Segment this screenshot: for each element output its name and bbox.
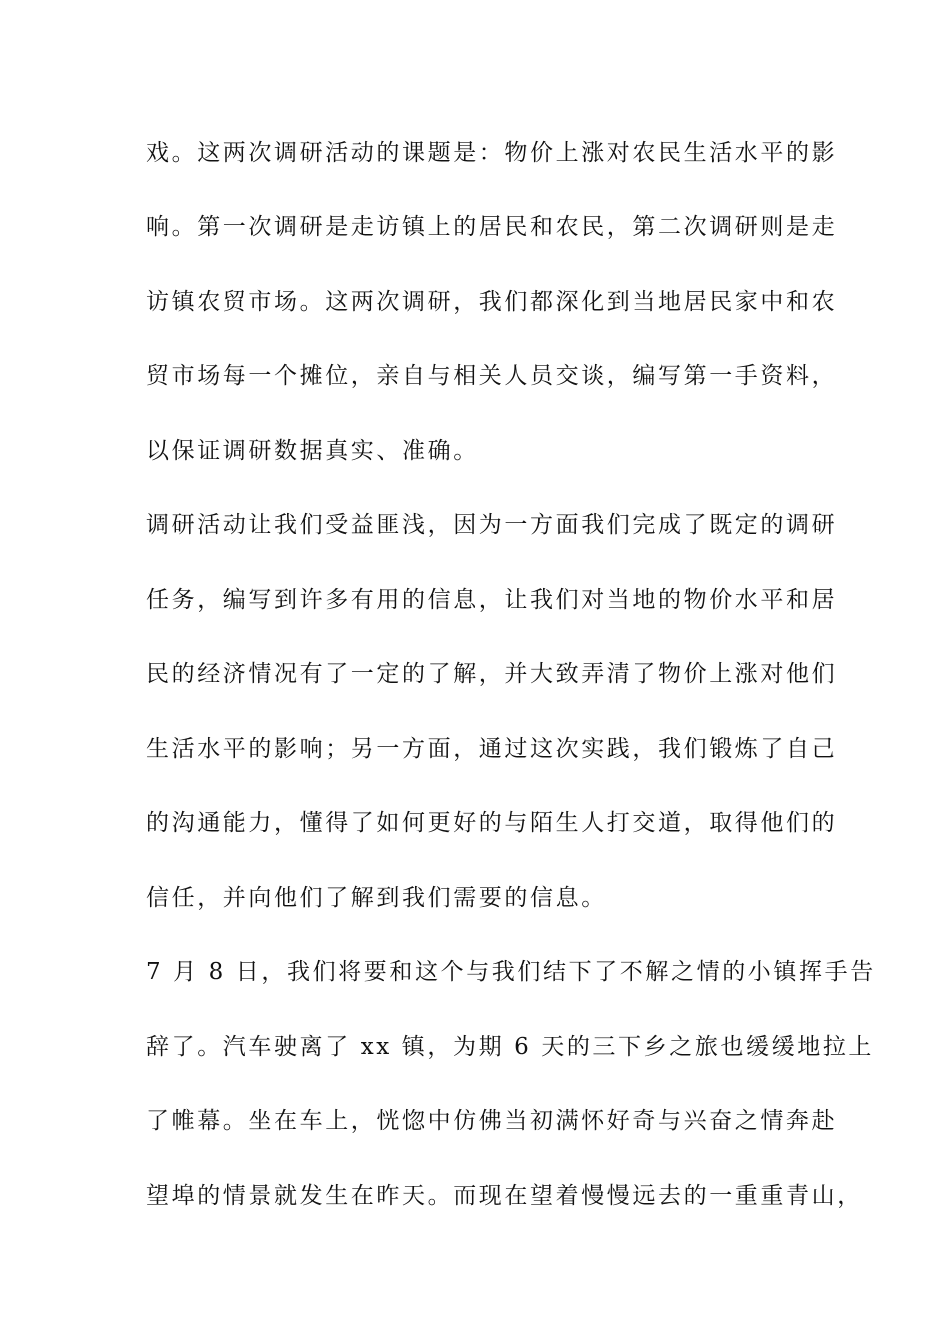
text-line: 民的经济情况有了一定的了解，并大致弄清了物价上涨对他们 — [146, 661, 838, 687]
text-line: 贸市场每一个摊位，亲自与相关人员交谈，编写第一手资料， — [146, 363, 838, 389]
text-line: 调研活动让我们受益匪浅，因为一方面我们完成了既定的调研 — [146, 512, 838, 538]
text-line: 戏。这两次调研活动的课题是：物价上涨对农民生活水平的影 — [146, 140, 838, 166]
text-line: 了帷幕。坐在车上，恍惚中仿佛当初满怀好奇与兴奋之情奔赴 — [146, 1108, 838, 1134]
text-line: 信任，并向他们了解到我们需要的信息。 — [146, 885, 607, 911]
text-line: 的沟通能力，懂得了如何更好的与陌生人打交道，取得他们的 — [146, 810, 838, 836]
text-line: 7 月 8 日，我们将要和这个与我们结下了不解之情的小镇挥手告 — [146, 959, 876, 985]
text-line: 生活水平的影响；另一方面，通过这次实践，我们锻炼了自己 — [146, 736, 838, 762]
text-line: 访镇农贸市场。这两次调研，我们都深化到当地居民家中和农 — [146, 289, 838, 315]
text-line: 任务，编写到许多有用的信息，让我们对当地的物价水平和居 — [146, 587, 838, 613]
text-line: 辞了。汽车驶离了 xx 镇，为期 6 天的三下乡之旅也缓缓地拉上 — [146, 1034, 875, 1060]
text-line: 望埠的情景就发生在昨天。而现在望着慢慢远去的一重重青山， — [146, 1183, 863, 1209]
text-line: 以保证调研数据真实、准确。 — [146, 438, 479, 464]
text-line: 响。第一次调研是走访镇上的居民和农民，第二次调研则是走 — [146, 214, 838, 240]
